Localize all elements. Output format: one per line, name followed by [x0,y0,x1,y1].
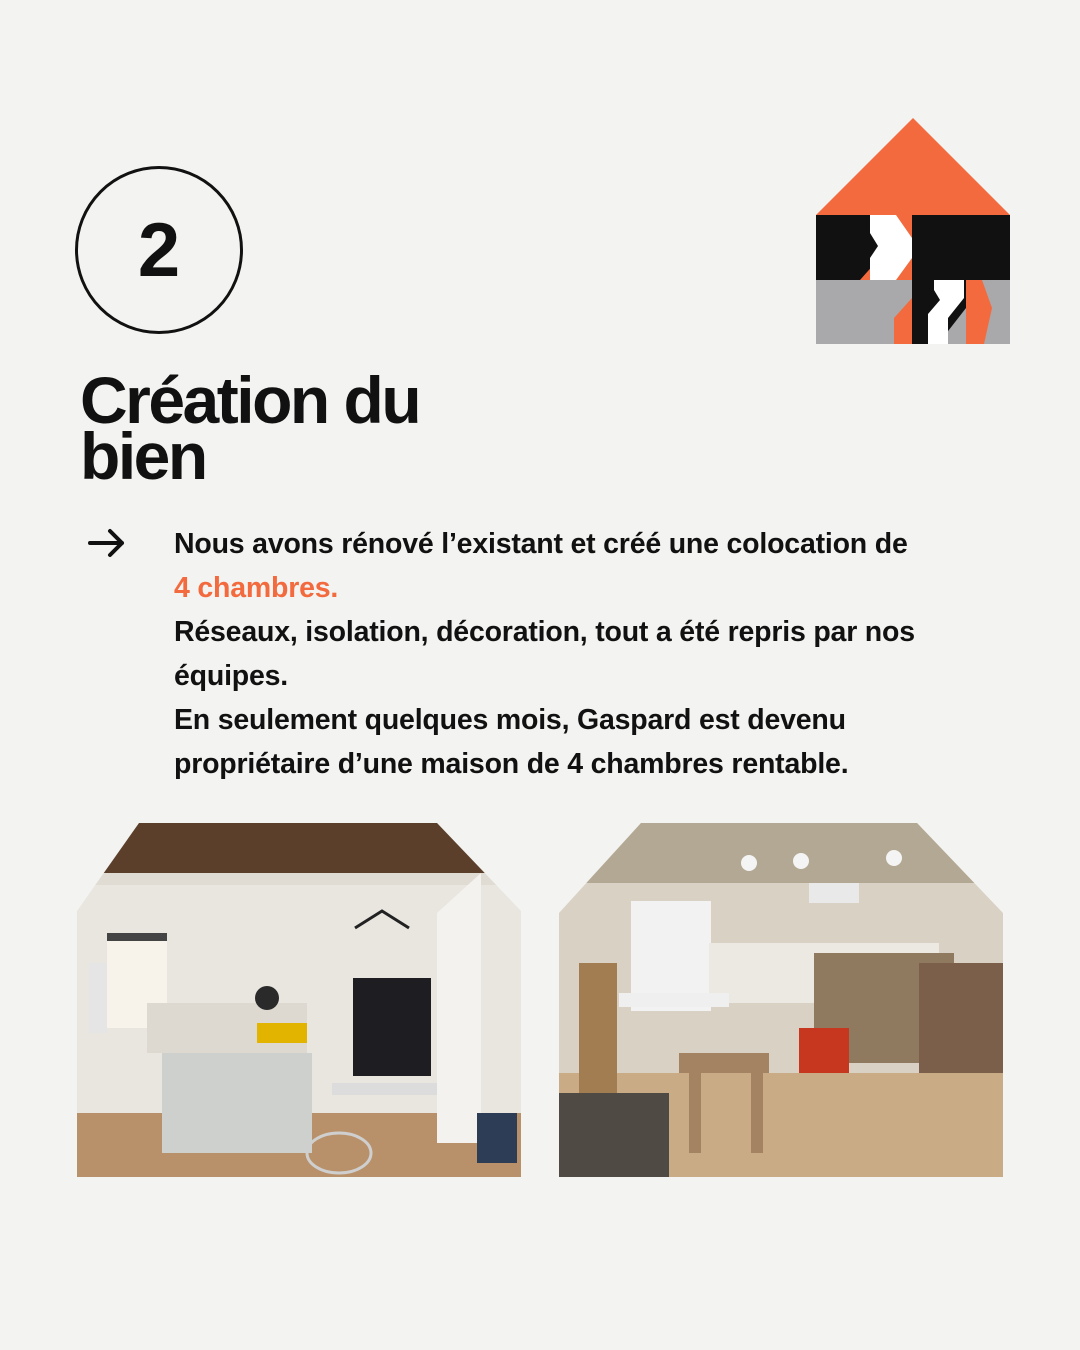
renovation-photo-kitchen [559,823,1003,1177]
step-number-badge [75,166,243,334]
step-number: 2 [137,207,181,293]
description-line-2: Réseaux, isolation, décoration, tout a été repris par nos équipes. [174,616,915,692]
house-logo [816,118,1010,344]
arrow-right-icon [86,522,128,564]
renovation-photo-room [77,823,521,1177]
page-title: Création du bien [80,363,420,493]
description-highlight: 4 chambres. [174,572,339,604]
description [174,522,1014,786]
description-line-1: Nous avons rénové l’existant et créé une colocation de [174,528,908,560]
description-line-3: En seulement quelques mois, Gaspard est devenu propriétaire d’une maison de 4 chambres rentable. [174,704,849,780]
